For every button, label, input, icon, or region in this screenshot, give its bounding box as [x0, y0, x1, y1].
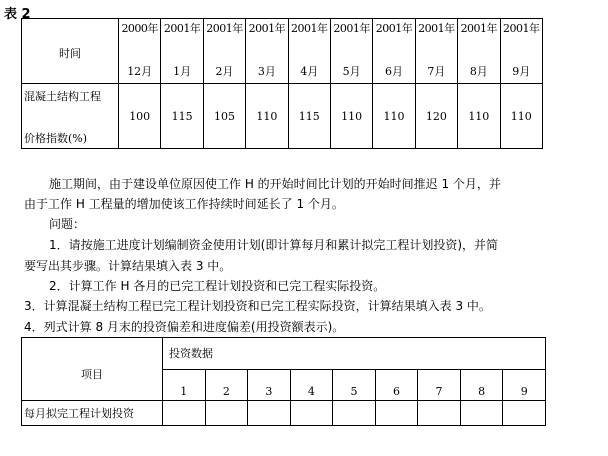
price-index-table [21, 18, 543, 149]
month-number: 8 [460, 369, 503, 401]
month-header [373, 19, 415, 84]
empty-cell [460, 401, 503, 426]
price-index-value: 110 [500, 84, 542, 149]
month-number: 3 [248, 369, 291, 401]
empty-cell [375, 401, 418, 426]
price-index-value: 110 [458, 84, 500, 149]
empty-cell [418, 401, 461, 426]
month-header [458, 19, 500, 84]
item-header-label: 项目 [81, 368, 103, 381]
month-label: 9月 [512, 65, 531, 78]
year-label: 2001年 [503, 22, 540, 35]
invest-header-label: 投资数据 [169, 347, 213, 361]
month-label: 12月 [127, 65, 153, 78]
year-label: 2000年 [121, 22, 158, 35]
month-number: 7 [418, 369, 461, 401]
paragraph-line: 1．请按施工进度计划编制资金使用计划(即计算每月和累计拟完工程计划投资)，并简 [49, 238, 499, 252]
month-label: 1月 [173, 65, 192, 78]
year-label: 2001年 [375, 22, 413, 35]
month-header [500, 19, 542, 84]
price-index-value: 115 [161, 84, 203, 149]
time-header-cell [22, 19, 119, 84]
price-index-value: 100 [119, 84, 161, 149]
year-label: 2001年 [418, 22, 455, 35]
month-label: 3月 [257, 65, 276, 78]
month-number: 6 [375, 369, 418, 401]
month-header [330, 19, 372, 84]
month-header [415, 19, 457, 84]
month-header [203, 19, 245, 84]
month-label: 5月 [342, 65, 361, 78]
paragraph-line: 3．计算混凝土结构工程已完工程计划投资和已完工程实际投资，计算结果填入表 3 中。 [24, 299, 491, 313]
month-number: 4 [290, 369, 333, 401]
price-index-row-label [22, 84, 119, 149]
paragraph-line: 由于工作 H 工程量的增加使该工作持续时间延长了 1 个月。 [24, 197, 344, 211]
month-number: 9 [503, 369, 546, 401]
month-label: 8月 [469, 65, 488, 78]
invest-header-cell [163, 338, 546, 370]
month-label: 6月 [385, 65, 404, 78]
paragraph-line: 问题： [49, 217, 86, 231]
year-label: 2001年 [206, 22, 243, 35]
month-header [288, 19, 330, 84]
price-index-value: 120 [415, 84, 457, 149]
table-caption: 表 2 [4, 7, 31, 22]
empty-cell [163, 401, 206, 426]
price-index-value: 110 [330, 84, 372, 149]
price-index-value: 110 [373, 84, 415, 149]
year-label: 2001年 [163, 22, 201, 35]
row-label-line1: 混凝土结构工程 [24, 90, 101, 103]
month-label: 7月 [427, 65, 446, 78]
paragraph-line: 要写出其步骤。计算结果填入表 3 中。 [24, 259, 232, 273]
empty-cell [333, 401, 376, 426]
month-number: 5 [333, 369, 376, 401]
month-label: 4月 [300, 65, 319, 78]
month-header [246, 19, 288, 84]
row-label-line2: 价格指数(%) [24, 132, 88, 145]
time-header-label: 时间 [59, 47, 81, 60]
month-number: 2 [205, 369, 248, 401]
planned-investment-row-label: 每月拟完工程计划投资 [22, 401, 163, 426]
paragraph-line: 2．计算工作 H 各月的已完工程计划投资和已完工程实际投资。 [49, 279, 386, 293]
price-index-value: 105 [203, 84, 245, 149]
year-label: 2001年 [248, 22, 286, 35]
empty-cell [248, 401, 291, 426]
investment-table [21, 337, 546, 426]
paragraph-line: 4．列式计算 8 月末的投资偏差和进度偏差(用投资额表示)。 [24, 320, 345, 334]
empty-cell [205, 401, 248, 426]
year-label: 2001年 [460, 22, 498, 35]
empty-cell [290, 401, 333, 426]
year-label: 2001年 [291, 22, 328, 35]
month-label: 2月 [215, 65, 234, 78]
item-header-cell [22, 338, 163, 401]
month-header [119, 19, 161, 84]
month-header [161, 19, 203, 84]
year-label: 2001年 [333, 22, 370, 35]
paragraph-line: 施工期间，由于建设单位原因使工作 H 的开始时间比计划的开始时间推迟 1 个月，并 [49, 177, 501, 191]
price-index-value: 115 [288, 84, 330, 149]
month-number: 1 [163, 369, 206, 401]
price-index-value: 110 [246, 84, 288, 149]
empty-cell [503, 401, 546, 426]
